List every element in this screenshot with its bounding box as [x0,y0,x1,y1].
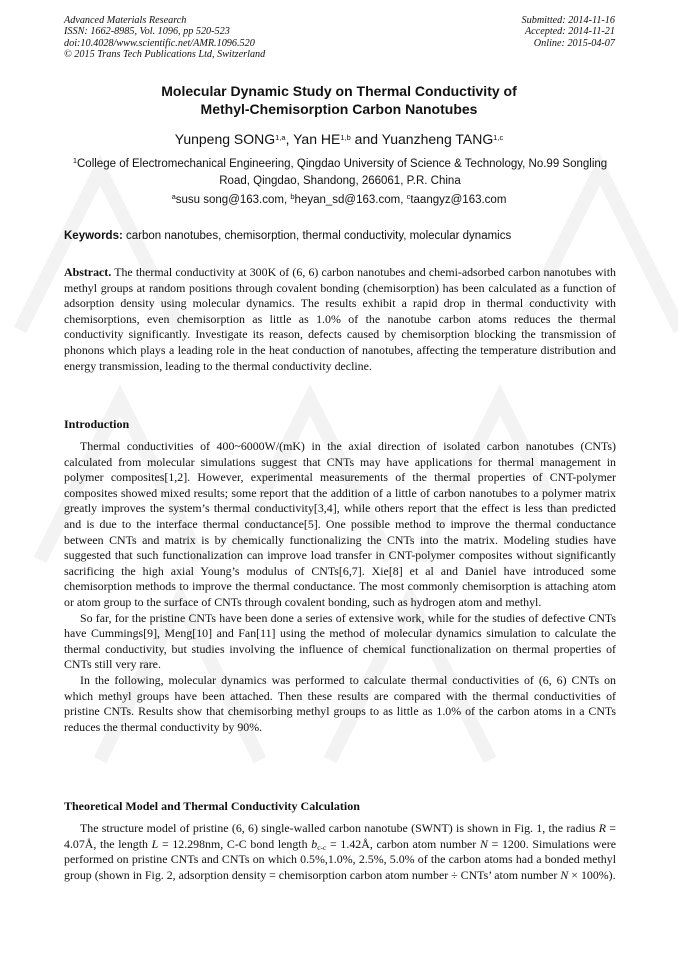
journal-name: Advanced Materials Research [64,15,187,26]
text-run: = 4.07Å, the length [64,821,616,851]
email-mark: c [406,192,411,201]
text-run: = 12.298nm, C-C bond length [161,836,308,851]
author-affil-mark: 1,c [493,133,504,142]
keywords [64,229,616,244]
email-address[interactable]: susu song@163.com [175,194,284,206]
variable: R [598,821,606,835]
abstract-label: Abstract. [64,265,112,279]
text-run: = 1200. Simulations were performed on pristine CNTs and CNTs on which 0.5%,1.0%, 2.5%, 5.0% of the carbon atoms had a bonded methyl group (shown in Fig. 2, adsorption density = chemisorption carbon atom number ÷ CNTs’ atom number [64,836,616,882]
email-mark: b [290,192,295,201]
introduction-section [64,417,616,735]
journal-header-right [522,15,615,49]
online-date: Online: 2015-04-07 [533,37,615,49]
accepted-date: Accepted: 2014-11-21 [524,26,615,38]
variable: N [560,867,569,882]
theory-section [64,799,616,883]
author-affil-mark: 1,a [275,133,286,142]
abstract-text: The thermal conductivity at 300K of (6, 6) carbon nanotubes and chemi-adsorbed carbon nanotubes with methyl groups at random positions through covalent bonding (chemisorption) has been calculated as a function of adsorption density using molecular dynamics. The results exhibit a rapid drop in thermal conductivity with chemisorptions, even chemisorption as little as 1.0% of the nanotube carbon atoms reduces the thermal conductivity significantly. Investigate its reason, defects caused by chemisorption blocking the transmission of phonons which plays a leading role in the heat conduction of nanotubes, affecting the temperature distribution and energy transmission, leading to the thermal conductivity decline. [64,265,616,373]
variable: L [151,836,159,851]
author-list: Yunpeng SONG$^{1,a}$, Yan HE$^{1,b}$ and Yuanzheng TANG$^{1,c}$ [174,131,504,147]
email-address[interactable]: heyan_sd@163.com [294,194,401,206]
paragraph: Thermal conductivities of 400~6000W/(mK) in the axial direction of isolated carbon nanotubes (CNTs) calculated from molecular simulations suggest that CNTs may have applications for thermal management in polymer composites[1,2]. However, experimental measurements of the thermal properties of CNT-polymer composites showed mixed results; some report that the addition of a little of carbon nanotubes to a polymer matrix greatly improves the system’s thermal conductivity[3,4], while others report that the effect is less than predicted and is due to the interface thermal conductance[5]. One possible method to improve the thermal conductance between CNTs and matrix is by chemically functionalizing the CNTs into the matrix. Modeling studies have suggested that such functionalization can improve load transfer in CNT-polymer composites without significantly sacrificing the high axial Young’s modulus of CNTs[6,7]. Xie[8] et al and Daniel have introduced some chemisorption methods to improve the thermal conductance. The most commonly chemisorption is attaching atom or atom group to the surface of CNTs through covalent bonding, such as hydrogen atom and methyl. [64,439,616,609]
journal-header-left [64,15,265,61]
paragraph: In the following, molecular dynamics was performed to calculate thermal conductivities of (6, 6) CNTs on which methyl groups have been attached. Then these results are compared with the thermal conductivities of pristine CNTs. Results show that chemisorbing methyl groups to as little as 1.0% of the carbon atoms in a CNTs reduces the thermal conductivity by 90%. [64,672,616,734]
affiliation-mark: 1 [72,156,77,165]
email-address[interactable]: taangyz@163.com [410,194,507,206]
submitted-date: Submitted: 2014-11-16 [521,15,615,26]
author-name: Yan HE [293,131,341,147]
title-line-2: Methyl-Chemisorption Carbon Nanotubes [200,101,478,117]
title-line-1: Molecular Dynamic Study on Thermal Conductivity of [161,83,517,99]
text-run: The structure model of pristine (6, 6) single-walled carbon nanotube (SWNT) is shown in Fig. 1, the radius [80,821,596,835]
paper-title [0,82,678,118]
affiliation [64,156,616,190]
issn-line: ISSN: 1662-8985, Vol. 1096, pp 520-523 [64,26,230,38]
paragraph [64,821,616,883]
author-conjunction: and [354,131,379,147]
variable: b [311,836,318,851]
affiliation-text: College of Electromechanical Engineering, Qingdao University of Science & Technology, No.99 Songling Road, Qingdao, Shandong, 266061, P.R. China [77,158,608,187]
keywords-text: carbon nanotubes, chemisorption, thermal conductivity, molecular dynamics [126,230,512,242]
keywords-label: Keywords: [64,230,123,242]
email-mark: a [171,192,176,201]
abstract [64,265,616,374]
author-name: Yunpeng SONG [174,131,276,147]
email-list: $^a$susu song@163.com, $^b$heyan_sd@163.com, $^c$taangyz@163.com [171,192,507,206]
section-heading: Introduction [64,417,130,431]
subscript: c-c [317,842,327,852]
text-run: = 1.42Å, carbon atom number [330,836,477,851]
section-heading: Theoretical Model and Thermal Conductivity Calculation [64,799,360,813]
text-run: × 100%). [571,867,616,882]
author-name: Yuanzheng TANG [381,131,494,147]
variable: N [479,836,488,851]
doi-line: doi:10.4028/www.scientific.net/AMR.1096.520 [64,37,255,49]
author-affil-mark: 1,b [340,133,351,142]
copyright-line: © 2015 Trans Tech Publications Ltd, Switzerland [64,49,266,61]
paragraph: So far, for the pristine CNTs have been done a series of extensive work, while for the studies of defective CNTs have Cummings[9], Meng[10] and Fan[11] using the method of molecular dynamics simulation to calculate the thermal conductivity, but studies involving the influence of chemical functionalization on thermal properties of CNTs still very rare. [64,610,616,672]
